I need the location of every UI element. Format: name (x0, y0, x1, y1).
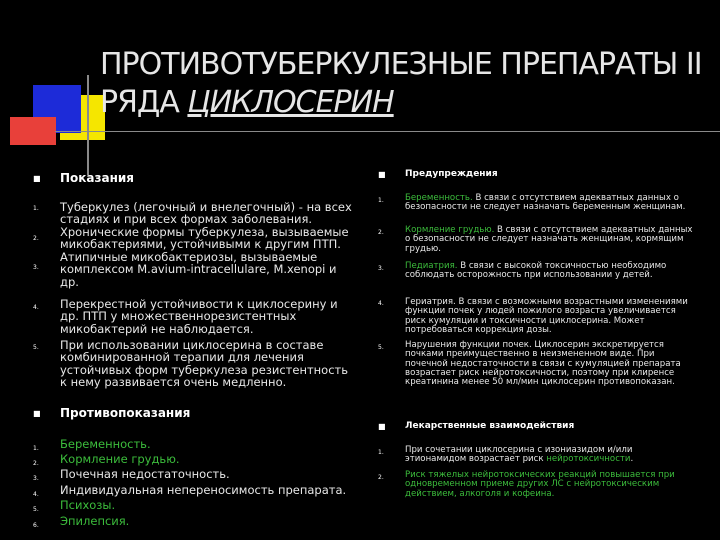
slide-title-main: ПРОТИВОТУБЕРКУЛЕЗНЫЕ ПРЕПАРАТЫ II РЯДА (100, 47, 702, 120)
warning-item (405, 298, 695, 335)
list-number: 5. (33, 344, 39, 351)
list-number: 4. (33, 304, 39, 311)
list-number: 4. (378, 300, 384, 307)
slide-title-drug: ЦИКЛОСЕРИН (187, 85, 394, 120)
warning-text: В связи с возможными возрастными изменениями функции почек у людей пожилого возраста увеличивается риск кумуляции и токсичности циклосерина. Может потребоваться коррекция дозы. (405, 297, 688, 335)
decor-red-square (10, 117, 56, 145)
decor-vertical-line (87, 75, 89, 175)
list-number: 1. (33, 445, 39, 452)
list-number: 1. (378, 197, 384, 204)
warning-item (405, 341, 695, 387)
list-number: 2. (378, 474, 384, 481)
contraindications-heading: Противопоказания (60, 406, 191, 420)
warning-item (405, 262, 695, 281)
indication-item: При использовании циклосерина в составе комбинированной терапии для лечения устойчивых форм туберкулеза резистентность к нему развивается очень медленно. (60, 338, 349, 390)
list-number: 3. (33, 475, 39, 482)
contraindication-item: Эпилепсия. (60, 514, 130, 528)
warning-text: Циклосерин экскретируется почками преимущественно в неизмененном виде. При почечной недостаточности в связи с кумуляцией препарата возрастает риск нейротоксичности, поэтому при клиренсе креатинина менее 50 мл/мин циклосерин противопоказан. (405, 340, 681, 388)
warning-label: Педиатрия. (405, 261, 458, 271)
bullet-icon: ■ (378, 170, 386, 179)
contraindication-item: Беременность. (60, 437, 151, 451)
decor-horizontal-line (55, 131, 720, 132)
bullet-icon: ■ (33, 174, 41, 183)
interaction-period: . (630, 454, 634, 465)
bullet-icon: ■ (33, 409, 41, 418)
warning-label: Нарушения функции почек. (405, 340, 532, 350)
contraindication-item: Кормление грудью. (60, 452, 180, 466)
interaction-item: Риск тяжелых нейротоксических реакций повышается при одновременном приеме других ЛС с нейротоксическим действием, алкоголя и кофеина. (405, 470, 675, 499)
warning-text: В связи с отсутствием адекватных данных о безопасности не следует назначать женщинам, кормящим грудью. (405, 225, 693, 254)
list-number: 6. (33, 522, 39, 529)
warning-label: Беременность. (405, 193, 473, 203)
warning-item (405, 194, 695, 213)
list-number: 4. (33, 491, 39, 498)
list-number: 3. (33, 264, 39, 271)
list-number: 1. (33, 205, 39, 212)
warnings-heading: Предупреждения (405, 169, 498, 179)
indication-item: Туберкулез (легочный и внелегочный) - на всех стадиях и при всех формах заболевания. (60, 200, 352, 227)
indication-item: Атипичные микобактериозы, вызываемые комплексом M.avium-intracellulare, M.xenopi и др. (60, 250, 337, 289)
warning-label: Гериатрия. (405, 297, 456, 307)
list-number: 2. (33, 460, 39, 467)
list-number: 5. (378, 344, 384, 351)
list-number: 3. (378, 265, 384, 272)
warning-item (405, 226, 695, 254)
warning-text: В связи с отсутствием адекватных данных о безопасности не следует назначать беременным женщинам. (405, 193, 686, 213)
slide-title (100, 46, 710, 122)
indication-item: Перекрестной устойчивости к циклосерину и др. ПТП у множественнорезистентных микобактерий не наблюдается. (60, 297, 338, 336)
list-number: 5. (33, 506, 39, 513)
warning-label: Кормление грудью. (405, 225, 495, 235)
list-number: 2. (33, 235, 39, 242)
contraindication-item: Индивидуальная непереносимость препарата. (60, 483, 347, 497)
interactions-heading: Лекарственные взаимодействия (405, 421, 575, 431)
interaction-highlight: нейротоксичности (546, 454, 631, 465)
contraindication-item: Почечная недостаточность. (60, 467, 230, 481)
indication-item: Хронические формы туберкулеза, вызываемые микобактериями, устойчивыми к другим ПТП. (60, 225, 349, 252)
bullet-icon: ■ (378, 422, 386, 431)
indications-heading: Показания (60, 171, 135, 185)
contraindication-item: Психозы. (60, 498, 116, 512)
list-number: 2. (378, 229, 384, 236)
warning-text: В связи с высокой токсичностью необходимо соблюдать осторожность при использовании у детей. (405, 261, 667, 281)
interaction-text: При сочетании циклосерина с изониазидом и/или этионамидом возрастает риск (405, 445, 633, 465)
interaction-item (405, 446, 695, 465)
list-number: 1. (378, 449, 384, 456)
